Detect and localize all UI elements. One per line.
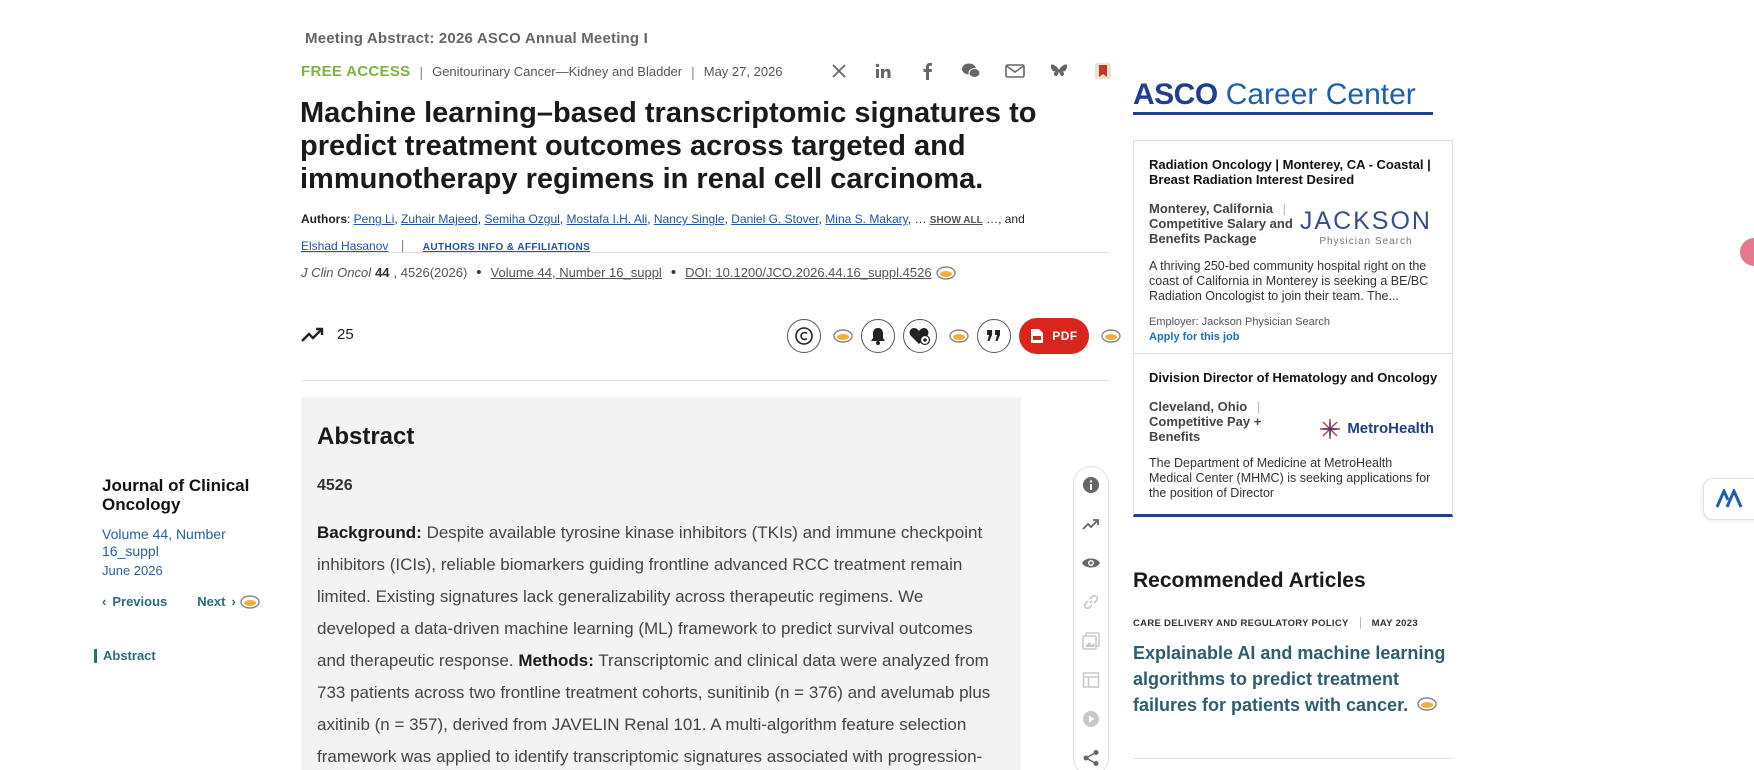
methods-label: Methods:	[518, 651, 594, 670]
issue-date: June 2026	[102, 563, 163, 578]
asco-mini-logo-icon	[949, 329, 969, 343]
background-text: Despite available tyrosine kinase inhibitors (TKIs) and immune checkpoint inhibitors (ICIs), reliable biomarkers guiding frontline advanced RCC treatment remain limited. Existing signatures lack generalizability across therapeutic regimens. We developed a data-driven machine learning (ML) framework to predict survival outcomes and therapeutic response.	[317, 523, 983, 670]
eye-icon[interactable]	[1081, 553, 1101, 573]
ellipsis: …	[914, 212, 927, 226]
background-label: Background:	[317, 523, 422, 542]
authors-list: Authors: Peng Li, Zuhair Majeed, Semiha Ozgul, Mostafa I.H. Ali, Nancy Single, Daniel G. Stover, Mina S. Makary, … SHOW ALL …, and Elshad Hasanov | AUTHORS INFO & AFFILIATIONS	[301, 212, 1025, 253]
article-title: Machine learning–based transcriptomic signatures to predict treatment outcomes across targeted and immunotherapy regimens in renal cell carcinoma.	[300, 97, 1037, 195]
doi-link[interactable]: DOI: 10.1200/JCO.2026.44.16_suppl.4526	[685, 265, 932, 280]
image-icon[interactable]	[1081, 631, 1101, 651]
divider	[1133, 758, 1453, 759]
abstract-heading: Abstract	[317, 423, 415, 450]
job-card[interactable]	[1134, 141, 1452, 354]
pdf-file-icon	[1030, 328, 1044, 344]
author-link[interactable]: Mostafa I.H. Ali	[566, 212, 648, 226]
job-compensation: Competitive Salary and Benefits Package	[1149, 216, 1293, 246]
bullet: •	[476, 264, 482, 281]
author-link[interactable]: Peng Li	[353, 212, 395, 226]
alert-button[interactable]	[861, 319, 895, 353]
table-icon[interactable]	[1081, 670, 1101, 690]
job-listings	[1133, 140, 1453, 517]
job-meta	[1149, 201, 1299, 247]
metric-count: 25	[337, 326, 354, 343]
authors-label: Authors	[301, 212, 347, 226]
previous-label: Previous	[112, 594, 168, 609]
metrohealth-logo-text: MetroHealth	[1347, 420, 1434, 437]
asco-career-center-logo[interactable]	[1133, 78, 1416, 112]
link-icon[interactable]	[1081, 592, 1101, 612]
asco-mini-logo-icon	[833, 329, 853, 343]
jackson-logo	[1300, 207, 1432, 247]
separator: |	[1256, 399, 1261, 414]
job-card[interactable]	[1134, 354, 1452, 511]
trending-up-icon[interactable]	[1081, 514, 1101, 534]
asco-mini-logo-icon	[240, 595, 260, 609]
recommended-category: CARE DELIVERY AND REGULATORY POLICY	[1133, 617, 1349, 629]
free-access-badge: FREE ACCESS	[301, 63, 411, 80]
job-location: Cleveland, Ohio	[1149, 399, 1248, 414]
job-location: Monterey, California	[1149, 201, 1274, 216]
author-link[interactable]: Nancy Single	[653, 212, 725, 226]
play-icon[interactable]	[1081, 709, 1101, 729]
issue-link[interactable]: Volume 44, Number 16_suppl	[102, 526, 226, 559]
recommended-article-link[interactable]	[1133, 640, 1453, 718]
permissions-button[interactable]	[787, 319, 821, 353]
logo-underline	[1133, 112, 1433, 115]
metrohealth-logo	[1319, 413, 1434, 444]
job-description: The Department of Medicine at MetroHealth Medical Center (MHMC) is seeking applications for the position of Director	[1149, 456, 1431, 500]
and-text: …, and	[986, 212, 1025, 226]
meta-line	[301, 63, 783, 80]
author-link[interactable]: Elshad Hasanov	[301, 239, 389, 253]
volume-link[interactable]: Volume 44, Number 16_suppl	[490, 265, 662, 280]
methods-text: Transcriptomic and clinical data were analyzed from 733 patients across two frontline treatment cohorts, sunitinib (n = 376) and avelumab plus axitinib (n = 357), derived from JAVELIN Renal 101. A multi-algorithm feature selection framework was applied to identify transcriptomic signatures associated with progression-	[317, 651, 991, 766]
linkedin-icon[interactable]	[872, 60, 894, 82]
abstract-body	[317, 517, 1005, 770]
author-link[interactable]: Mina S. Makary	[825, 212, 908, 226]
jackson-logo-subtext: Physician Search	[1319, 236, 1413, 247]
category-link[interactable]: Genitourinary Cancer—Kidney and Bladder	[432, 64, 683, 79]
separator: |	[1282, 201, 1287, 216]
divider	[301, 380, 1109, 381]
metrics[interactable]	[301, 326, 354, 343]
divider	[301, 252, 1109, 253]
bullet: •	[670, 264, 677, 281]
journal-abbr: J Clin Oncol	[301, 265, 372, 280]
info-icon[interactable]	[1081, 475, 1101, 495]
bell-icon	[869, 326, 887, 346]
logo-asco: ASCO	[1133, 78, 1218, 111]
floating-widget-icon[interactable]	[1740, 238, 1754, 266]
separator	[1360, 617, 1361, 629]
facebook-icon[interactable]	[916, 60, 938, 82]
asco-mini-logo-icon	[1101, 329, 1121, 343]
bluesky-icon[interactable]	[1048, 60, 1070, 82]
job-details	[1149, 399, 1438, 444]
recommended-article-title: Explainable AI and machine learning algorithms to predict treatment failures for patients with cancer.	[1133, 643, 1446, 715]
job-title[interactable]: Division Director of Hematology and Oncology	[1149, 370, 1438, 385]
next-label: Next	[197, 594, 226, 609]
apply-link[interactable]: Apply for this job	[1149, 331, 1240, 343]
job-description: A thriving 250-bed community hospital right on the coast of California in Monterey is seeking a BE/BC Radiation Oncologist to join their team. The...	[1149, 259, 1429, 303]
abstract-section	[301, 397, 1021, 770]
logo-career-center: Career Center	[1225, 78, 1416, 111]
job-employer: Employer: Jackson Physician Search	[1149, 316, 1330, 328]
side-toolbar	[1073, 466, 1109, 770]
next-link[interactable]	[197, 594, 236, 609]
copyright-icon	[794, 326, 814, 346]
journal-name[interactable]: Journal of Clinical Oncology	[102, 476, 250, 514]
left-rail	[94, 476, 274, 663]
meeting-label: Meeting Abstract: 2026 ASCO Annual Meeting I	[305, 30, 649, 47]
separator: |	[400, 237, 405, 253]
email-icon[interactable]	[1004, 60, 1026, 82]
separator: |	[419, 63, 424, 80]
asco-mini-logo-icon	[1417, 697, 1437, 711]
separator: |	[691, 63, 695, 80]
share-icon[interactable]	[1081, 748, 1101, 768]
pdf-label: PDF	[1052, 329, 1078, 343]
jackson-logo-text: JACKSON	[1299, 207, 1432, 235]
job-title[interactable]: Radiation Oncology | Monterey, CA - Coastal | Breast Radiation Interest Desired	[1149, 157, 1431, 187]
asco-mini-logo-icon	[936, 266, 956, 280]
prev-next-nav	[102, 594, 274, 609]
recommended-date: MAY 2023	[1371, 617, 1418, 629]
metrohealth-star-icon	[1319, 418, 1341, 440]
cite-button[interactable]	[977, 319, 1011, 353]
publish-date: May 27, 2026	[703, 64, 783, 79]
job-details	[1149, 201, 1438, 247]
author-link[interactable]: Zuhair Majeed	[401, 212, 478, 226]
recommended-heading: Recommended Articles	[1133, 569, 1366, 592]
quote-icon	[986, 329, 1002, 343]
article-actions	[787, 318, 1121, 354]
assistant-button[interactable]	[1703, 478, 1754, 520]
toc-item-abstract[interactable]: Abstract	[94, 649, 274, 663]
author-link[interactable]: Daniel G. Stover	[731, 212, 819, 226]
show-all-button[interactable]: SHOW ALL	[929, 215, 983, 226]
share-row	[828, 60, 1114, 82]
author-link[interactable]: Semiha Ozgul	[484, 212, 560, 226]
job-compensation: Competitive Pay + Benefits	[1149, 414, 1262, 444]
abstract-number: 4526	[317, 477, 353, 494]
wechat-icon[interactable]	[960, 60, 982, 82]
pdf-button[interactable]	[1019, 318, 1089, 354]
chevron-left-icon: ‹	[102, 594, 107, 609]
heart-add-icon	[909, 326, 931, 346]
previous-link[interactable]	[102, 594, 167, 609]
bookmark-icon[interactable]	[1092, 60, 1114, 82]
assistant-logo-icon	[1715, 489, 1743, 509]
chevron-right-icon: ›	[231, 594, 236, 609]
favorite-button[interactable]	[903, 319, 937, 353]
pages: , 4526(2026)	[393, 265, 468, 280]
citation-line	[301, 264, 956, 281]
volume-number: 44	[375, 265, 390, 280]
recommended-meta	[1133, 617, 1418, 629]
trending-up-icon	[301, 327, 325, 343]
job-meta	[1149, 399, 1299, 444]
x-icon[interactable]	[828, 60, 850, 82]
authors-info-link[interactable]: AUTHORS INFO & AFFILIATIONS	[422, 242, 591, 253]
